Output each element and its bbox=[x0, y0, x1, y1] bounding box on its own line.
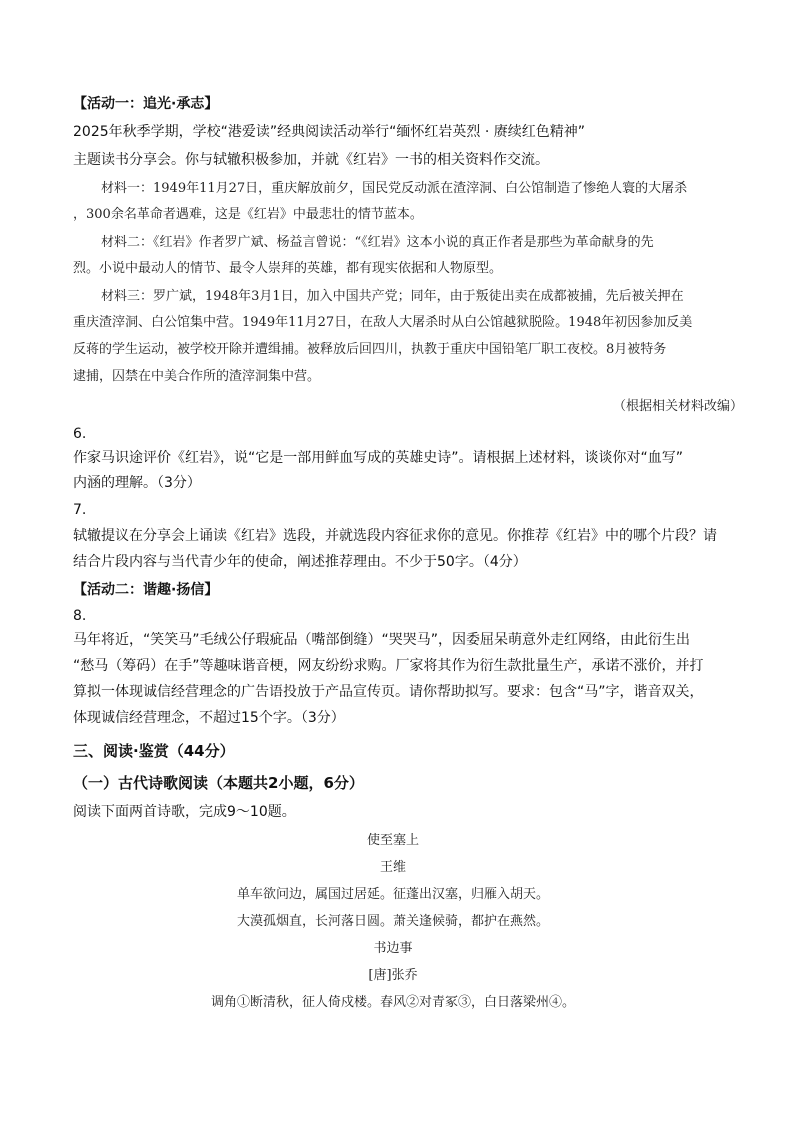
question-7-number: 7. bbox=[73, 502, 87, 518]
question-8-line-4: 体现诚信经营理念，不超过15个字。（3分） bbox=[73, 710, 345, 726]
section-3-subheading: （一）古代诗歌阅读（本题共2小题，6分） bbox=[73, 774, 364, 792]
material1-line-1: 材料一：1949年11月27日，重庆解放前夕，国民党反动派在渣滓洞、白公馆制造了惨绝人寰的大屠杀 bbox=[101, 181, 688, 196]
material2-line-2: 烈。小说中最动人的情节、最令人崇拜的英雄，都有现实依据和人物原型。 bbox=[73, 261, 503, 276]
activity2-heading: 【活动二：谐趣·扬信】 bbox=[73, 582, 219, 598]
question-8-line-3: 算拟一体现诚信经营理念的广告语投放于产品宣传页。请你帮助拟写。要求：包含“马”字，谐音双关， bbox=[73, 684, 704, 700]
question-6-line-2: 内涵的理解。（3分） bbox=[73, 475, 201, 491]
material3-line-3: 反蒋的学生运动，被学校开除并遭缉捕。被释放后回四川，执教于重庆中国铅笔厂职工夜校。8月被特务 bbox=[73, 342, 667, 357]
activity1-intro-line-1: 2025年秋季学期，学校“港爱读”经典阅读活动举行“缅怀红岩英烈 · 赓续红色精神” bbox=[73, 124, 585, 140]
question-8-line-2: “愁马（筹码）在手”等趣味谐音梗，网友纷纷求购。厂家将其作为衍生款批量生产，承诺不涨价，并打 bbox=[73, 658, 704, 674]
activity1-intro-line-2: 主题读书分享会。你与轼辙积极参加，并就《红岩》一书的相关资料作交流。 bbox=[73, 152, 549, 168]
section-3-heading: 三、阅读·鉴赏（44分） bbox=[73, 742, 235, 760]
material2-line-1: 材料二：《红岩》作者罗广斌、杨益言曾说：“《红岩》这本小说的真正作者是那些为革命献身的先 bbox=[101, 235, 654, 250]
poem2-author: [唐]张乔 bbox=[368, 968, 418, 983]
question-7-line-1: 轼辙提议在分享会上诵读《红岩》选段，并就选段内容征求你的意见。你推荐《红岩》中的哪个片段？请 bbox=[73, 528, 717, 544]
poem2-line-1: 调角①断清秋，征人倚戍楼。春风②对青冢③，白日落梁州④。 bbox=[210, 995, 575, 1010]
question-8-number: 8. bbox=[73, 608, 87, 624]
question-6-number: 6. bbox=[73, 426, 87, 442]
question-6-line-1: 作家马识途评价《红岩》，说“它是一部用鲜血写成的英雄史诗”。请根据上述材料，谈谈你对“血写” bbox=[73, 450, 684, 466]
source-note: （根据相关材料改编） bbox=[612, 399, 743, 414]
poem-instruction: 阅读下面两首诗歌，完成9～10题。 bbox=[73, 804, 296, 820]
question-7-line-2: 结合片段内容与当代青少年的使命，阐述推荐理由。不少于50字。（4分） bbox=[73, 554, 527, 570]
question-8-line-1: 马年将近，“笑笑马”毛绒公仔瑕疵品（嘴部倒缝）“哭哭马”，因委屈呆萌意外走红网络，由此衍生出 bbox=[73, 632, 691, 648]
material3-line-1: 材料三：罗广斌，1948年3月1日，加入中国共产党；同年，由于叛徒出卖在成都被捕，先后被关押在 bbox=[101, 289, 684, 304]
poem1-line-2: 大漠孤烟直，长河落日圆。萧关逢候骑，都护在燕然。 bbox=[236, 914, 549, 929]
poem1-author: 王维 bbox=[379, 860, 406, 875]
activity1-heading: 【活动一：追光·承志】 bbox=[73, 96, 219, 112]
poem1-line-1: 单车欲问边，属国过居延。征蓬出汉塞，归雁入胡天。 bbox=[236, 887, 549, 902]
poem2-title: 书边事 bbox=[373, 941, 413, 956]
material3-line-4: 逮捕，囚禁在中美合作所的渣滓洞集中营。 bbox=[73, 369, 321, 384]
material1-line-2: ，300余名革命者遇难，这是《红岩》中最悲壮的情节蓝本。 bbox=[73, 207, 423, 222]
material3-line-2: 重庆渣滓洞、白公馆集中营。1949年11月27日，在敌人大屠杀时从白公馆越狱脱险。1948年初因参加反美 bbox=[73, 315, 693, 330]
poem1-title: 使至塞上 bbox=[366, 833, 419, 848]
